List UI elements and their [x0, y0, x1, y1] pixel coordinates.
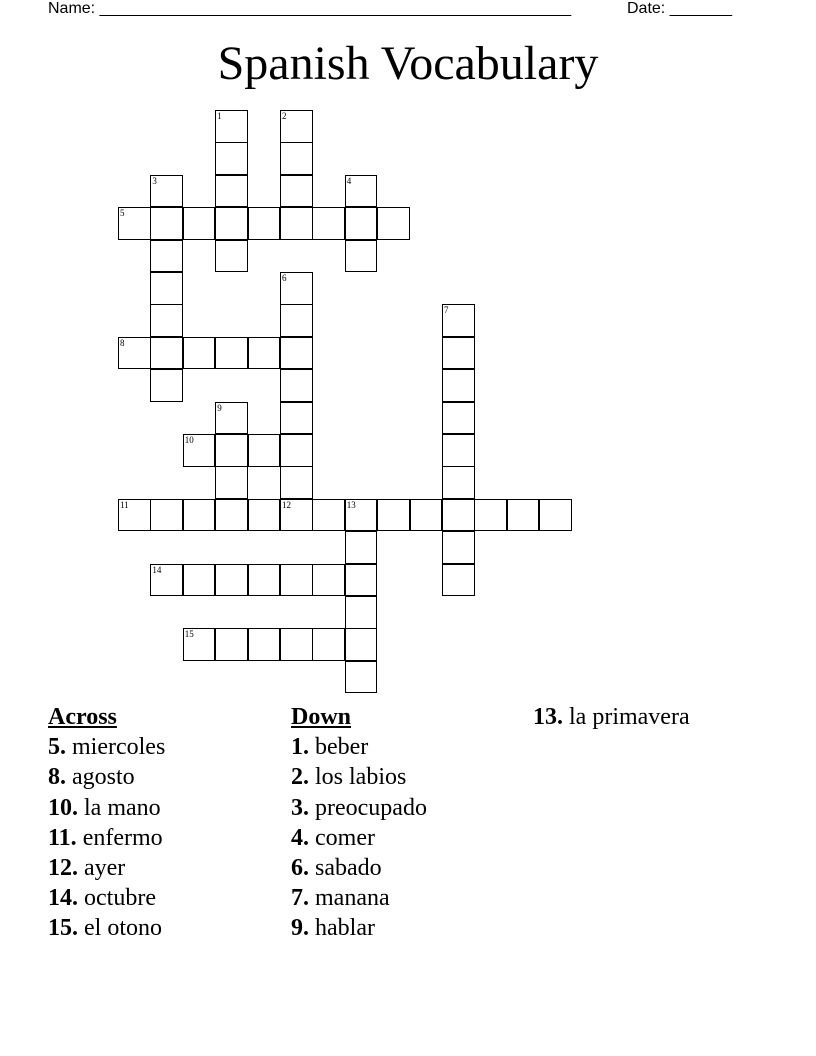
clue-item	[48, 883, 165, 913]
clue-item-number: 4.	[291, 824, 309, 851]
clue-number: 2	[282, 111, 287, 121]
crossword-cell[interactable]	[345, 207, 378, 240]
clue-item-number: 6.	[291, 855, 309, 882]
crossword-cell[interactable]	[280, 272, 313, 305]
clue-item	[48, 793, 165, 823]
crossword-cell[interactable]	[280, 434, 313, 467]
crossword-cell[interactable]	[345, 596, 378, 629]
clue-item-text: manana	[309, 885, 390, 912]
crossword-cell[interactable]	[215, 175, 248, 208]
clue-item-text: beber	[309, 734, 369, 761]
clue-number: 6	[282, 273, 287, 283]
clue-item-number: 3.	[291, 794, 309, 821]
crossword-cell[interactable]	[442, 369, 475, 402]
clue-number: 15	[184, 629, 194, 640]
crossword-cell[interactable]	[215, 142, 248, 175]
clue-item-text: ayer	[78, 855, 126, 882]
crossword-cell[interactable]	[150, 369, 183, 402]
clue-item-text: hablar	[309, 915, 375, 942]
crossword-cell[interactable]	[442, 564, 475, 597]
crossword-cell[interactable]	[150, 207, 183, 240]
crossword-cell[interactable]	[507, 499, 540, 532]
crossword-cell[interactable]	[312, 207, 345, 240]
clue-item	[291, 853, 427, 883]
crossword-cell[interactable]	[345, 564, 378, 597]
crossword-cell[interactable]	[280, 628, 313, 661]
crossword-cell[interactable]	[280, 110, 313, 143]
clue-item-text: octubre	[78, 885, 156, 912]
clue-number: 10	[184, 435, 194, 445]
clue-item	[48, 823, 165, 853]
crossword-cell[interactable]	[280, 564, 313, 597]
clue-item-text: comer	[309, 824, 375, 851]
crossword-cell[interactable]	[474, 499, 507, 532]
crossword-cell[interactable]	[183, 628, 216, 661]
across-heading: Across	[48, 704, 117, 730]
clue-item-number: 15.	[48, 915, 78, 942]
clue-number: 1	[217, 111, 222, 121]
crossword-cell[interactable]	[280, 304, 313, 337]
clue-number: 7	[444, 305, 449, 316]
clue-item	[291, 823, 427, 853]
crossword-cell[interactable]	[150, 175, 183, 208]
crossword-cell[interactable]	[215, 499, 248, 532]
clue-item-number: 13.	[533, 704, 563, 730]
crossword-cell[interactable]	[345, 661, 378, 694]
crossword-cell[interactable]	[377, 499, 410, 532]
crossword-cell[interactable]	[150, 272, 183, 305]
crossword-cell[interactable]	[345, 531, 378, 564]
crossword-cell[interactable]	[248, 337, 281, 370]
crossword-cell[interactable]	[248, 207, 281, 240]
crossword-cell[interactable]	[150, 304, 183, 337]
crossword-cell[interactable]	[280, 369, 313, 402]
clue-item-text: agosto	[66, 764, 135, 791]
crossword-cell[interactable]	[280, 337, 313, 370]
crossword-cell[interactable]	[183, 207, 216, 240]
crossword-cell[interactable]	[215, 110, 248, 143]
crossword-cell[interactable]	[442, 304, 475, 337]
crossword-cell[interactable]	[345, 175, 378, 208]
across-clues	[48, 702, 165, 944]
crossword-cell[interactable]	[442, 337, 475, 370]
crossword-cell[interactable]	[215, 337, 248, 370]
down-clues	[291, 702, 427, 944]
crossword-cell[interactable]	[248, 434, 281, 467]
clue-number: 11	[120, 499, 129, 510]
clue-item-number: 11.	[48, 824, 77, 851]
crossword-cell[interactable]	[183, 564, 216, 597]
crossword-cell[interactable]	[150, 499, 183, 532]
clue-item-text: enfermo	[76, 824, 163, 851]
crossword-cell[interactable]	[345, 628, 378, 661]
clue-item-text: el otono	[78, 915, 162, 942]
clue-item	[291, 913, 427, 943]
crossword-cell[interactable]	[280, 499, 313, 532]
crossword-cell[interactable]	[410, 499, 443, 532]
crossword-cell[interactable]	[215, 466, 248, 499]
crossword-cell[interactable]	[312, 499, 345, 532]
crossword-cell[interactable]	[312, 564, 345, 597]
crossword-cell[interactable]	[442, 466, 475, 499]
clue-item-number: 7.	[291, 885, 309, 912]
clue-number: 12	[282, 499, 291, 510]
clue-item	[48, 762, 165, 792]
clue-item-number: 8.	[48, 764, 66, 791]
crossword-cell[interactable]	[442, 402, 475, 435]
clue-item	[291, 762, 427, 792]
crossword-cell[interactable]	[150, 564, 183, 597]
name-field[interactable]: Name: _____________________________________________________	[48, 0, 572, 17]
crossword-cell[interactable]	[280, 402, 313, 435]
clue-item-number: 9.	[291, 915, 309, 942]
clue-number: 4	[346, 175, 352, 186]
crossword-cell[interactable]	[183, 499, 216, 532]
clue-number: 13	[346, 499, 356, 510]
clue-item-number: 12.	[48, 855, 78, 882]
crossword-cell[interactable]	[442, 434, 475, 467]
crossword-cell[interactable]	[248, 628, 281, 661]
down-clues-continued	[533, 702, 690, 732]
clue-item-text: sabado	[309, 855, 382, 882]
date-field[interactable]: Date: _______	[627, 0, 732, 17]
crossword-cell[interactable]	[248, 499, 281, 532]
crossword-cell[interactable]	[215, 402, 248, 435]
clue-item-text: la mano	[78, 794, 161, 821]
crossword-cell[interactable]	[280, 466, 313, 499]
clue-number: 8	[120, 337, 125, 348]
clue-number: 3	[152, 175, 157, 186]
crossword-cell[interactable]	[312, 628, 345, 661]
clue-item-number: 2.	[291, 764, 309, 791]
crossword-cell[interactable]	[150, 337, 183, 370]
crossword-cell[interactable]	[118, 207, 151, 240]
crossword-cell[interactable]	[215, 434, 248, 467]
page-title: Spanish Vocabulary	[217, 37, 599, 90]
crossword-cell[interactable]	[280, 207, 313, 240]
clue-item-text: la primavera	[563, 704, 690, 730]
clue-item-text: preocupado	[309, 794, 427, 821]
clue-item	[291, 793, 427, 823]
clue-item	[291, 732, 427, 762]
clue-number: 5	[120, 208, 125, 219]
crossword-cell[interactable]	[118, 337, 151, 370]
clue-item	[48, 853, 165, 883]
crossword-cell[interactable]	[183, 434, 216, 467]
crossword-cell[interactable]	[150, 240, 183, 273]
clue-item	[291, 883, 427, 913]
crossword-cell[interactable]	[345, 499, 378, 532]
crossword-cell[interactable]	[248, 564, 281, 597]
crossword-cell[interactable]	[442, 531, 475, 564]
clue-item-number: 5.	[48, 734, 66, 761]
crossword-cell[interactable]	[215, 207, 248, 240]
clue-number: 14	[152, 564, 162, 575]
clue-item-number: 10.	[48, 794, 78, 821]
crossword-cell[interactable]	[377, 207, 410, 240]
clue-item	[48, 913, 165, 943]
clue-item-number: 14.	[48, 885, 78, 912]
crossword-cell[interactable]	[280, 175, 313, 208]
clue-item-text: miercoles	[66, 734, 166, 761]
clue-item	[533, 702, 690, 732]
crossword-cell[interactable]	[442, 499, 475, 532]
crossword-cell[interactable]	[118, 499, 151, 532]
clue-item	[48, 732, 165, 762]
clue-number: 9	[217, 402, 222, 413]
down-heading: Down	[291, 704, 352, 730]
crossword-cell[interactable]	[539, 499, 572, 532]
clue-item-number: 1.	[291, 734, 309, 761]
clue-item-text: los labios	[309, 764, 407, 791]
crossword-cell[interactable]	[215, 240, 248, 273]
crossword-cell[interactable]	[345, 240, 378, 273]
crossword-cell[interactable]	[215, 564, 248, 597]
crossword-cell[interactable]	[215, 628, 248, 661]
crossword-cell[interactable]	[183, 337, 216, 370]
crossword-cell[interactable]	[280, 142, 313, 175]
